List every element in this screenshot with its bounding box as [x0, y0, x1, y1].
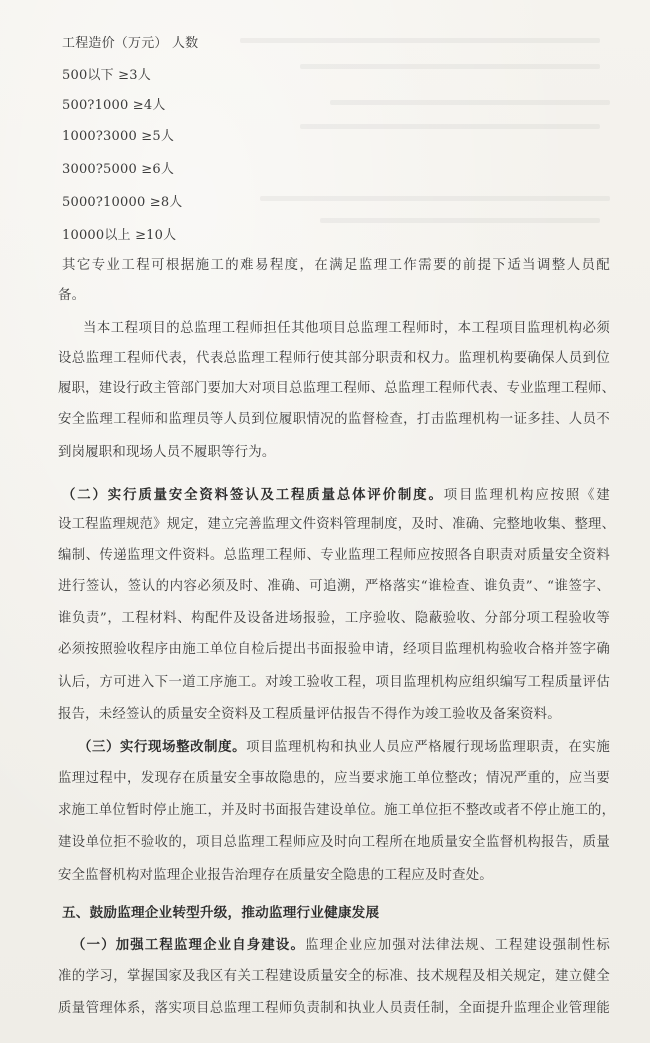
- paragraph-line: 履职，建设行政主管部门要加大对项目总监理工程师、总监理工程师代表、专业监理工程师、: [58, 381, 616, 396]
- paragraph-line: 报告，未经签认的质量安全资料及工程质量评估报告不得作为竣工验收及备案资料。: [58, 707, 561, 722]
- paragraph-line: 求施工单位暂时停止施工，并及时书面报告建设单位。施工单位拒不整改或者不停止施工的，: [58, 803, 616, 818]
- paragraph-line: 认后，方可进入下一道工序施工。对竣工验收工程，项目监理机构应组织编写工程质量评估: [58, 675, 610, 690]
- paragraph-line: 必须按照验收程序由施工单位自检后提出书面报验申请，经项目监理机构验收合格并签字确: [58, 642, 610, 657]
- staffing-row: 5000?10000 ≥8人: [62, 195, 183, 210]
- paragraph-line: 进行签认，签认的内容必须及时、准确、可追溯，严格落实“谁检查、谁负责”、“谁签字、: [58, 579, 610, 594]
- paragraph-line: 设总监理工程师代表，代表总监理工程师行使其部分职责和权力。监理机构要确保人员到位: [58, 351, 610, 366]
- bleed-through-mark: [240, 38, 600, 43]
- paragraph-line: 安全监督机构对监理企业报告治理存在质量安全隐患的工程应及时查处。: [58, 868, 493, 883]
- paragraph-line: 编制、传递监理文件资料。总监理工程师、专业监理工程师应按照各自职责对质量安全资料: [58, 548, 610, 563]
- paragraph-line: 安全监理工程师和监理员等人员到位履职情况的监督检查，打击监理机构一证多挂、人员不: [58, 412, 610, 427]
- paragraph-line: [72, 936, 610, 955]
- paragraph-text: 项目监理机构和执业人员应严格履行现场监理职责，在实施: [246, 740, 610, 755]
- paragraph-text: 项目监理机构应按照《建: [443, 488, 610, 503]
- bleed-through-mark: [300, 64, 600, 69]
- paragraph-line: 其它专业工程可根据施工的难易程度，在满足监理工作需要的前提下适当调整人员配: [62, 258, 610, 273]
- bleed-through-mark: [300, 124, 600, 129]
- subsection-heading: （二）实行质量安全资料签认及工程质量总体评价制度。: [62, 487, 444, 503]
- staffing-row: 10000以上 ≥10人: [62, 228, 177, 243]
- paragraph-line: 质量管理体系，落实项目总监理工程师负责制和执业人员责任制，全面提升监理企业管理能: [58, 1001, 610, 1016]
- paragraph-line: [62, 486, 610, 505]
- paragraph-line: 准的学习，掌握国家及我区有关工程建设质量安全的标准、技术规程及相关规定，建立健全: [58, 969, 610, 984]
- bleed-through-mark: [330, 100, 610, 105]
- staffing-row: 500以下 ≥3人: [62, 68, 151, 83]
- paragraph-line: 谁负责”，工程材料、构配件及设备进场报验，工序验收、隐蔽验收、分部分项工程验收等: [58, 611, 610, 626]
- section-heading: 五、鼓励监理企业转型升级，推动监理行业健康发展: [62, 905, 380, 921]
- bleed-through-mark: [320, 218, 600, 223]
- paragraph-line: 当本工程项目的总监理工程师担任其他项目总监理工程师时，本工程项目监理机构必须: [83, 321, 610, 336]
- staffing-row: 1000?3000 ≥5人: [62, 129, 175, 144]
- subsection-heading: （三）实行现场整改制度。: [78, 739, 247, 755]
- staffing-table-header: 工程造价（万元） 人数: [62, 36, 199, 51]
- paragraph-line: 备。: [58, 288, 86, 303]
- subsection-heading: （一）加强工程监理企业自身建设。: [72, 937, 306, 953]
- paragraph-line: 建设单位拒不验收的，项目总监理工程师应及时向工程所在地质量安全监督机构报告，质量: [58, 835, 610, 850]
- staffing-row: 3000?5000 ≥6人: [62, 162, 175, 177]
- staffing-row: 500?1000 ≥4人: [62, 98, 166, 113]
- paragraph-text: 监理企业应加强对法律法规、工程建设强制性标: [305, 938, 611, 953]
- paragraph-line: 监理过程中，发现存在质量安全事故隐患的，应当要求施工单位整改；情况严重的，应当要: [58, 771, 610, 786]
- bleed-through-mark: [260, 196, 610, 201]
- paragraph-line: 到岗履职和现场人员不履职等行为。: [58, 445, 276, 460]
- paragraph-line: 设工程监理规范》规定，建立完善监理文件资料管理制度，及时、准确、完整地收集、整理、: [58, 517, 616, 532]
- paragraph-line: [78, 738, 610, 757]
